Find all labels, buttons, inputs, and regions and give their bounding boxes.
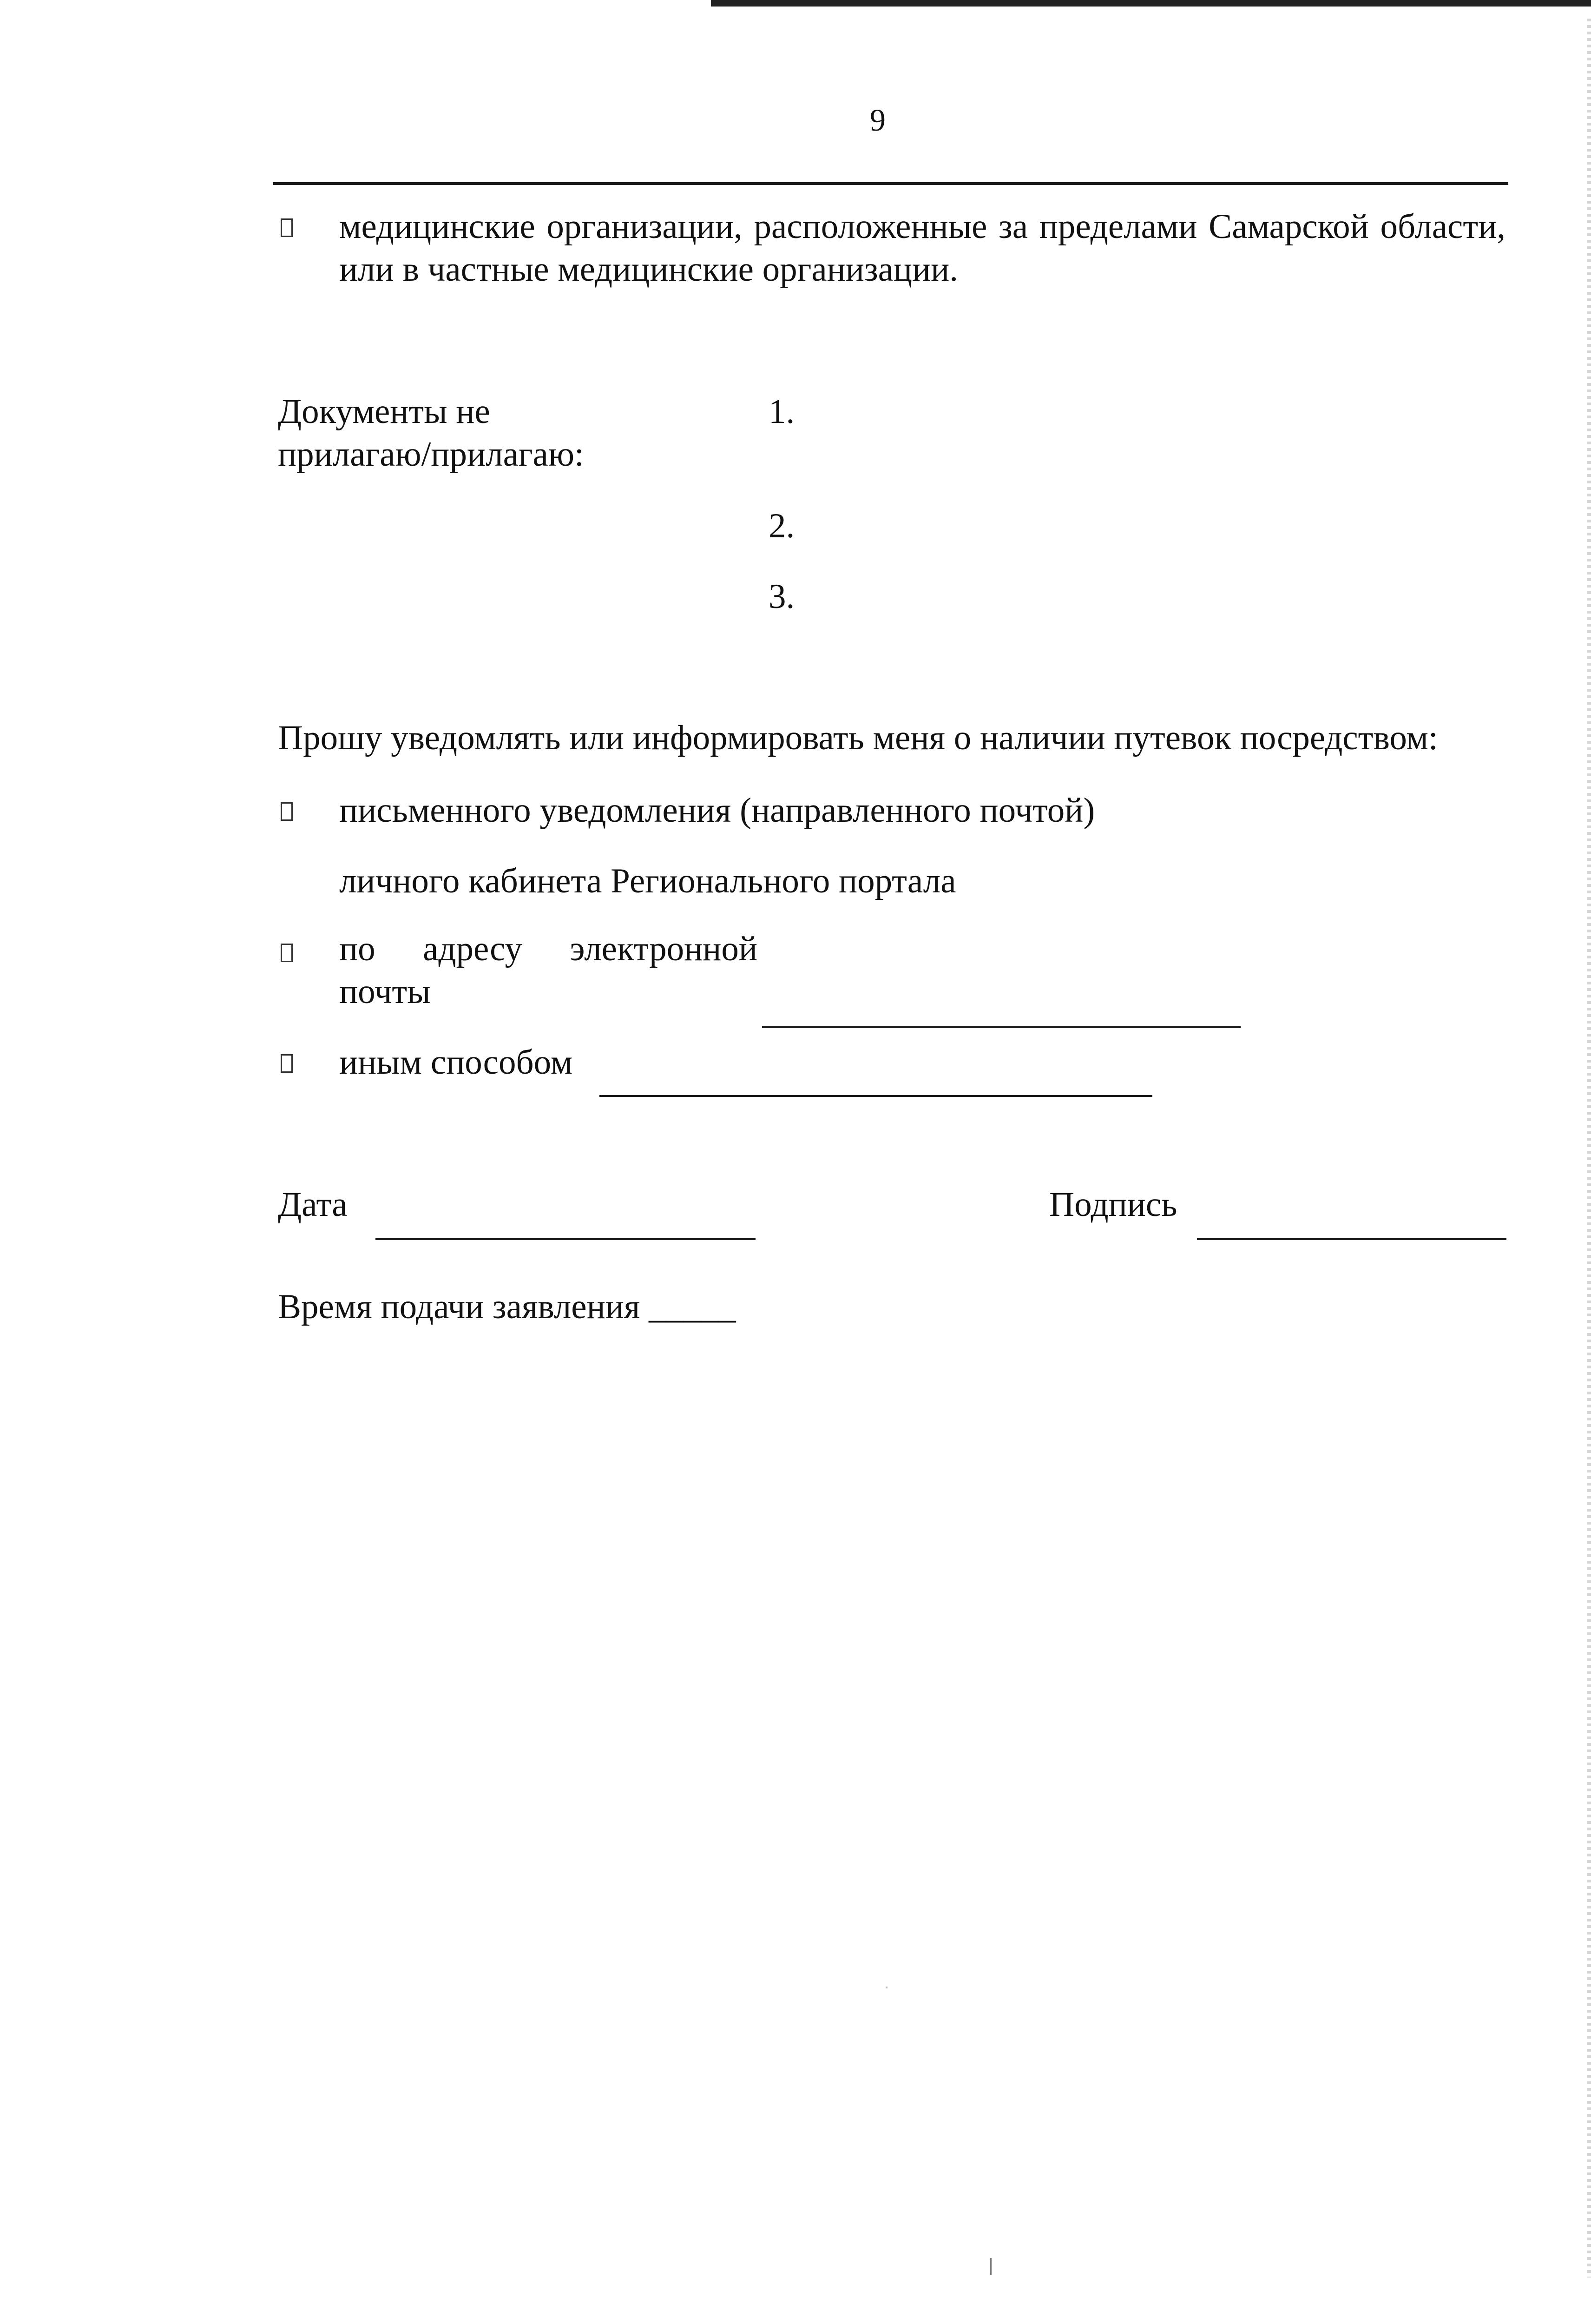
email-word-4: почты xyxy=(339,972,431,1011)
email-word-3: электронной xyxy=(570,930,757,968)
email-input-line[interactable] xyxy=(762,1026,1241,1028)
scan-edge-right xyxy=(1587,19,1591,2278)
email-word-2: адресу xyxy=(423,930,522,968)
checkbox-medical-orgs[interactable] xyxy=(281,218,293,237)
medical-orgs-option: медицинские организации, расположенные за пределами Самарской области, или в частные медицинские организации. xyxy=(339,207,1506,289)
checkbox-postal[interactable] xyxy=(281,802,293,821)
notify-heading: Прошу уведомлять или информировать меня о наличии путевок посредством: xyxy=(278,719,1438,757)
header-rule xyxy=(273,182,1508,185)
date-label: Дата xyxy=(278,1185,348,1224)
date-input-line[interactable] xyxy=(375,1238,756,1240)
checkbox-other[interactable] xyxy=(281,1054,293,1073)
email-word-1: по xyxy=(339,930,375,968)
other-method-input-line[interactable] xyxy=(599,1095,1152,1097)
notify-option-other: иным способом xyxy=(339,1043,573,1082)
notify-option-postal: письменного уведомления (направленного почтой) xyxy=(339,791,1095,830)
page-number: 9 xyxy=(870,102,886,138)
documents-item-2: 2. xyxy=(769,507,795,545)
scan-edge-top xyxy=(711,0,1591,7)
documents-label: Документы не прилагаю/прилагаю: xyxy=(278,392,584,474)
signature-input-line[interactable] xyxy=(1197,1238,1506,1240)
scan-speck xyxy=(886,1987,888,1988)
checkbox-email[interactable] xyxy=(281,944,293,962)
notify-option-email xyxy=(339,928,757,1013)
submission-time-label: Время подачи заявления _____ xyxy=(278,1287,736,1326)
notify-option-portal: личного кабинета Регионального портала xyxy=(339,862,956,900)
signature-label: Подпись xyxy=(1049,1185,1177,1224)
documents-item-1: 1. xyxy=(769,392,795,431)
scan-speck xyxy=(990,2258,992,2275)
documents-item-3: 3. xyxy=(769,577,795,616)
